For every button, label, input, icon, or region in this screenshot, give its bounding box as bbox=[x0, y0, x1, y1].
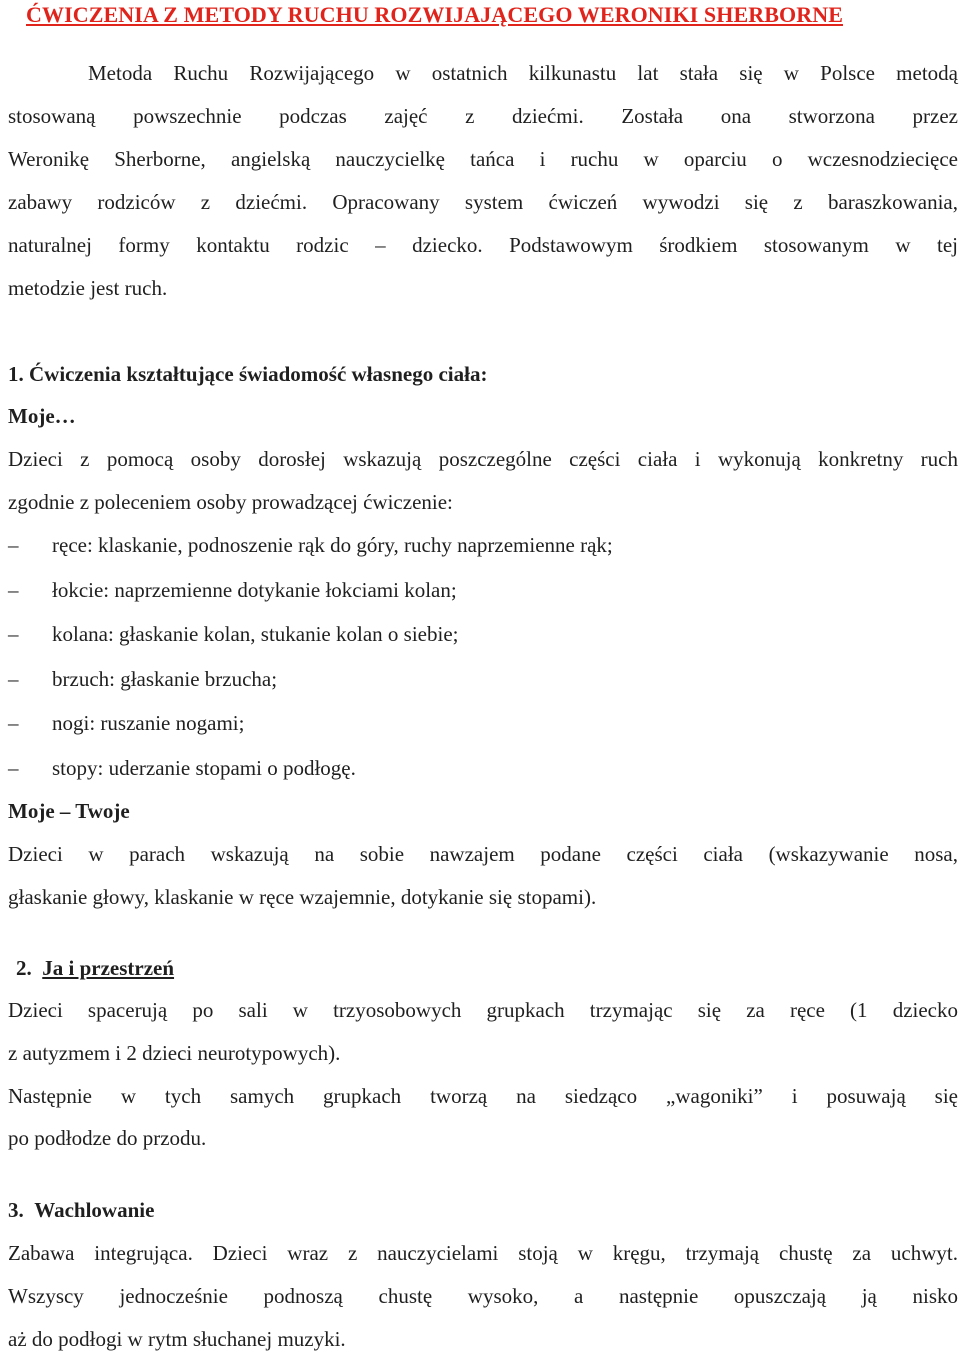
dash-bullet: – bbox=[8, 622, 19, 646]
list-item-text: brzuch: głaskanie brzucha; bbox=[52, 667, 278, 691]
section-3-heading bbox=[8, 1196, 154, 1224]
section-2-heading bbox=[16, 954, 174, 982]
dash-bullet: – bbox=[8, 578, 19, 602]
list-item bbox=[8, 620, 458, 648]
section-1-paragraph-line: Dzieci z pomocą osoby dorosłej wskazują poszczególne części ciała i wykonują konkretny ruch bbox=[8, 447, 958, 471]
section-3-paragraph-line: Wszyscy jednocześnie podnoszą chustę wysoko, a następnie opuszczają ją nisko bbox=[8, 1284, 958, 1308]
section-2-title: Ja i przestrzeń bbox=[42, 956, 175, 980]
intro-line: Weronikę Sherborne, angielską nauczycielkę tańca i ruchu w oparciu o wczesnodziecięce bbox=[8, 147, 958, 171]
section-3-title: Wachlowanie bbox=[34, 1198, 155, 1222]
list-item-text: łokcie: naprzemienne dotykanie łokciami kolan; bbox=[52, 578, 457, 602]
section-3-paragraph-line: aż do podłogi w rytm słuchanej muzyki. bbox=[8, 1327, 346, 1351]
dash-bullet: – bbox=[8, 756, 19, 780]
intro-line: Metoda Ruchu Rozwijającego w ostatnich kilkunastu lat stała się w Polsce metodą bbox=[88, 61, 958, 85]
list-item-text: kolana: głaskanie kolan, stukanie kolan o siebie; bbox=[52, 622, 459, 646]
subheading-moje-twoje: Moje – Twoje bbox=[8, 799, 130, 823]
list-item bbox=[8, 576, 457, 604]
section-2-paragraph-line: po podłodze do przodu. bbox=[8, 1126, 207, 1150]
list-item-text: nogi: ruszanie nogami; bbox=[52, 711, 245, 735]
dash-bullet: – bbox=[8, 667, 19, 691]
list-item bbox=[8, 531, 613, 559]
list-item bbox=[8, 754, 356, 782]
intro-line: stosowaną powszechnie podczas zajęć z dziećmi. Została ona stworzona przez bbox=[8, 104, 958, 128]
section-3-number: 3. bbox=[8, 1198, 24, 1222]
document-title: ĆWICZENIA Z METODY RUCHU ROZWIJAJĄCEGO WERONIKI SHERBORNE bbox=[26, 2, 843, 27]
dash-bullet: – bbox=[8, 711, 19, 735]
intro-line: metodzie jest ruch. bbox=[8, 276, 168, 300]
section-1-paragraph-line: zgodnie z poleceniem osoby prowadzącej ćwiczenie: bbox=[8, 490, 453, 514]
section-2-paragraph-line: Dzieci spacerują po sali w trzyosobowych grupkach trzymając się za ręce (1 dziecko bbox=[8, 998, 958, 1022]
list-item bbox=[8, 665, 277, 693]
section-1-paragraph-line: Dzieci w parach wskazują na sobie nawzajem podane części ciała (wskazywanie nosa, bbox=[8, 842, 958, 866]
intro-line: zabawy rodziców z dziećmi. Opracowany system ćwiczeń wywodzi się z baraszkowania, bbox=[8, 190, 958, 214]
section-2-paragraph-line: Następnie w tych samych grupkach tworzą na siedząco „wagoniki” i posuwają się bbox=[8, 1084, 958, 1108]
section-1-paragraph-line: głaskanie głowy, klaskanie w ręce wzajemnie, dotykanie się stopami). bbox=[8, 885, 597, 909]
intro-line: naturalnej formy kontaktu rodzic – dziecko. Podstawowym środkiem stosowanym w tej bbox=[8, 233, 958, 257]
section-2-paragraph-line: z autyzmem i 2 dzieci neurotypowych). bbox=[8, 1041, 341, 1065]
list-item-text: ręce: klaskanie, podnoszenie rąk do góry, ruchy naprzemienne rąk; bbox=[52, 533, 613, 557]
dash-bullet: – bbox=[8, 533, 19, 557]
list-item bbox=[8, 709, 244, 737]
subheading-moje: Moje… bbox=[8, 404, 76, 428]
section-1-heading: 1. Ćwiczenia kształtujące świadomość własnego ciała: bbox=[8, 362, 488, 386]
list-item-text: stopy: uderzanie stopami o podłogę. bbox=[52, 756, 356, 780]
section-2-number: 2. bbox=[16, 956, 32, 980]
section-3-paragraph-line: Zabawa integrująca. Dzieci wraz z nauczycielami stoją w kręgu, trzymają chustę za uchwyt. bbox=[8, 1241, 958, 1265]
